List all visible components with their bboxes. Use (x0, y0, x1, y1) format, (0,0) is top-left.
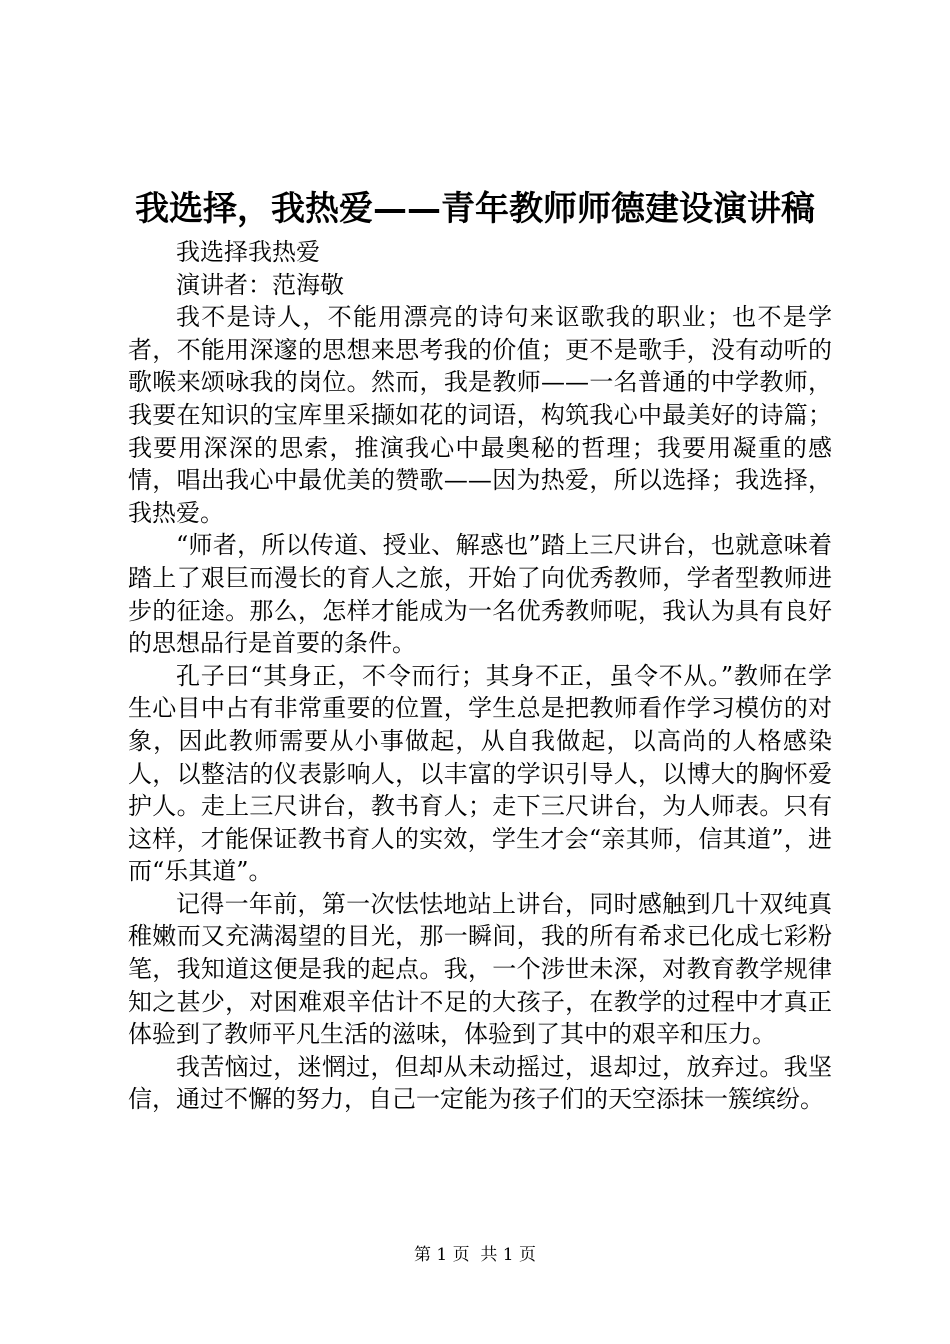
page-footer: 第 1 页 共 1 页 (413, 1245, 537, 1265)
paragraph: 我苦恼过，迷惘过，但却从未动摇过，退却过，放弃过。我坚信，通过不懈的努力，自己一定能为孩子们的天空添抹一簇缤纷。 (128, 1052, 832, 1114)
paragraph: 我不是诗人，不能用漂亮的诗句来讴歌我的职业；也不是学者，不能用深邃的思想来思考我的价值；更不是歌手，没有动听的歌喉来颂咏我的岗位。然而，我是教师——一名普通的中学教师，我要在知识的宝库里采撷如花的词语，构筑我心中最美好的诗篇；我要用深深的思索，推演我心中最奥秘的哲理；我要用凝重的感情，唱出我心中最优美的赞歌——因为热爱，所以选择；我选择，我热爱。 (128, 303, 832, 527)
document-title: 我选择，我热爱——青年教师师德建设演讲稿 (135, 189, 815, 229)
speech-subtitle: 我选择我热爱 (176, 238, 320, 266)
paragraph: “师者，所以传道、授业、解惑也”踏上三尺讲台，也就意味着踏上了艰巨而漫长的育人之旅，开始了向优秀教师，学者型教师进步的征途。那么，怎样才能成为一名优秀教师呢，我认为具有良好的思想品行是首要的条件。 (128, 531, 832, 658)
paragraph: 孔子曰“其身正，不令而行；其身不正，虽令不从。”教师在学生心目中占有非常重要的位置，学生总是把教师看作学习模仿的对象，因此教师需要从小事做起，从自我做起，以高尚的人格感染人，以整洁的仪表影响人，以丰富的学识引导人，以博大的胸怀爱护人。走上三尺讲台，教书育人；走下三尺讲台，为人师表。只有这样，才能保证教书育人的实效，学生才会“亲其师，信其道”，进而“乐其道”。 (128, 661, 832, 886)
paragraph: 记得一年前，第一次怯怯地站上讲台，同时感触到几十双纯真稚嫩而又充满渴望的目光，那一瞬间，我的所有希求已化成七彩粉笔，我知道这便是我的起点。我，一个涉世未深，对教育教学规律知之甚少，对困难艰辛估计不足的大孩子，在教学的过程中才真正体验到了教师平凡生活的滋味，体验到了其中的艰辛和压力。 (128, 889, 832, 1049)
speaker-line: 演讲者：范海敬 (176, 270, 344, 299)
document-body (128, 236, 832, 1116)
